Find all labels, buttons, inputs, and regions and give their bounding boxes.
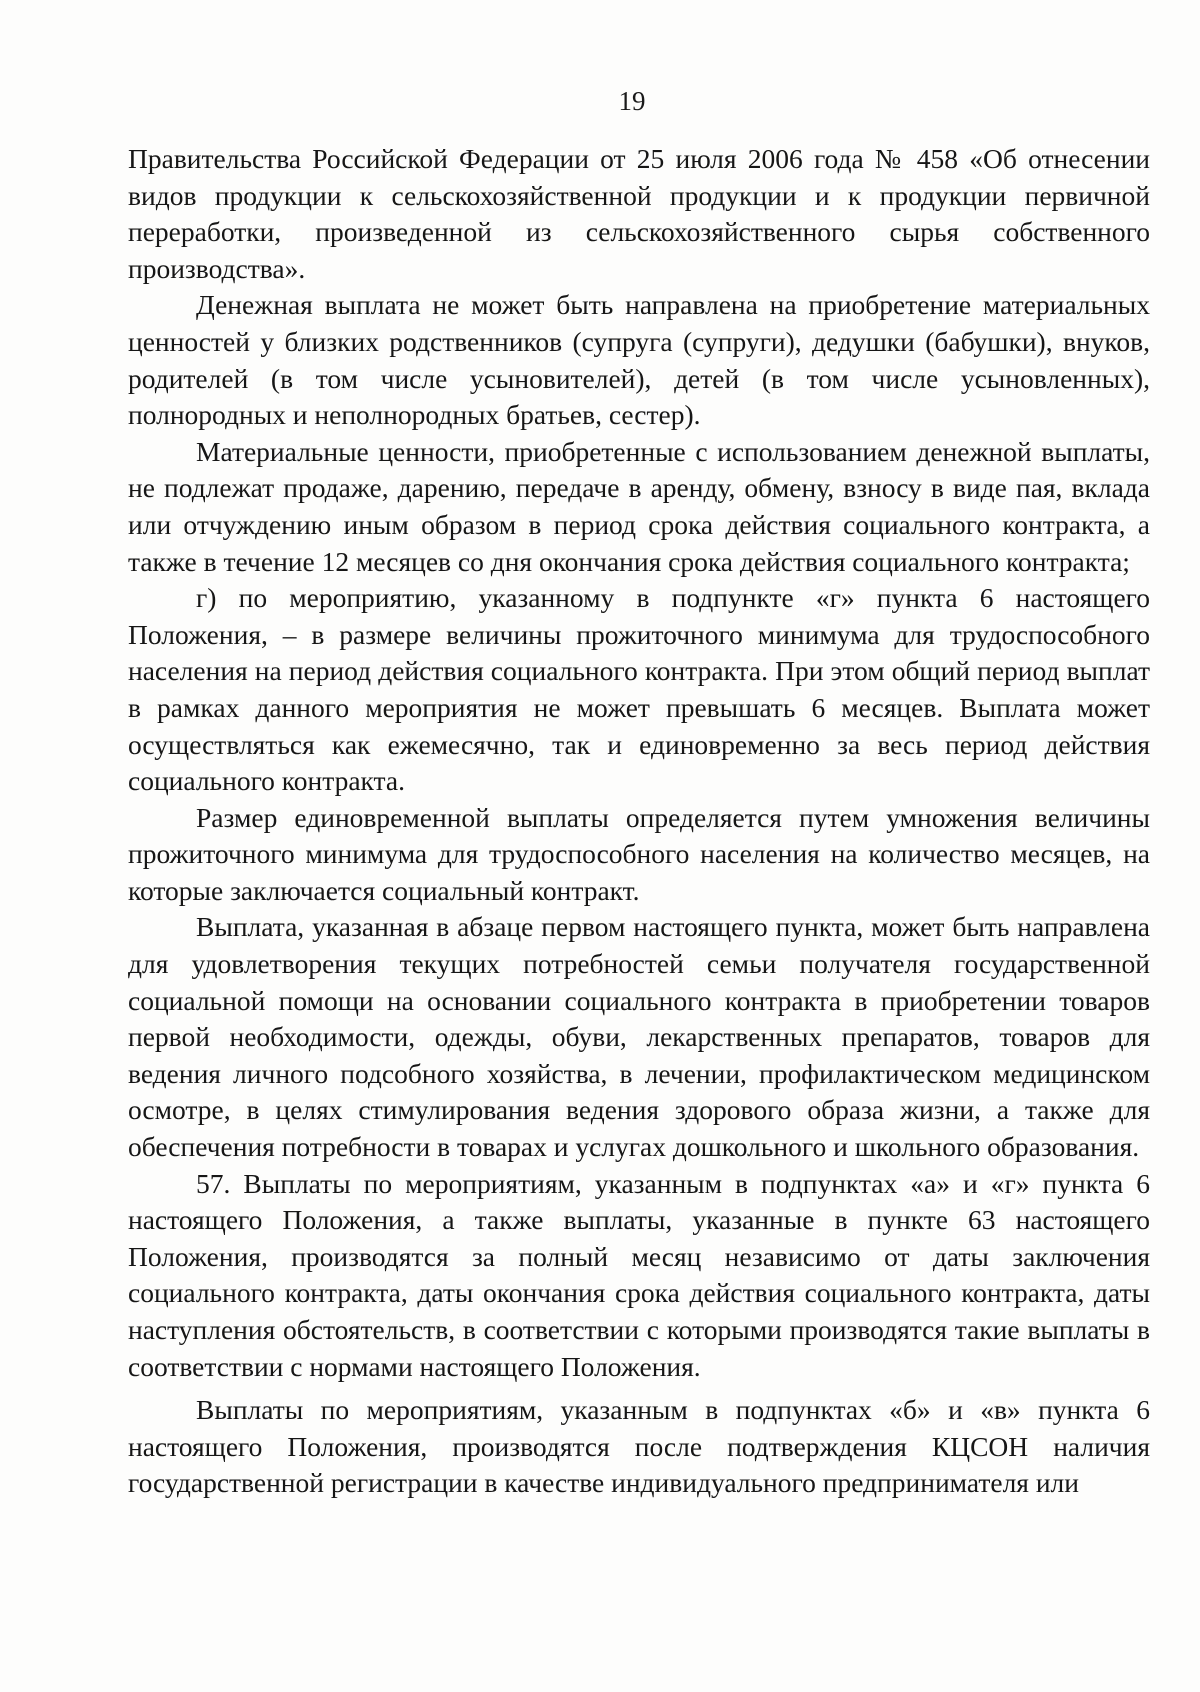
paragraph-lump-sum-size: Размер единовременной выплаты определяется путем умножения величины прожиточного минимума для трудоспособного населения на количество месяцев, на которые заключается социальный контракт. — [128, 801, 1150, 906]
paragraph-subitem-g: г) по мероприятию, указанному в подпункте «г» пункта 6 настоящего Положения, – в размере величины прожиточного минимума для трудоспособного населения на период действия социального контракта. При этом общий период выплат в рамках данного мероприятия не может превышать 6 месяцев. Выплата может осуществляться как ежемесячно, так и единовременно за весь период действия социального контракта. — [128, 582, 1150, 797]
paragraph-continuation: Правительства Российской Федерации от 25 июля 2006 года № 458 «Об отнесении видов продукции к сельскохозяйственной продукции и к продукции первичной переработки, произведенной из сельскохозяйственного сырья собственного производства». — [128, 143, 1150, 284]
paragraph-item-57: 57. Выплаты по мероприятиям, указанным в подпунктах «а» и «г» пункта 6 настоящего Положения, а также выплаты, указанные в пункте 63 настоящего Положения, производятся за полный месяц независимо от даты заключения социального контракта, даты окончания срока действия социального контракта, даты наступления обстоятельств, в соответствии с которыми производятся такие выплаты в соответствии с нормами настоящего Положения. — [128, 1167, 1150, 1382]
page-number: 19 — [618, 86, 646, 116]
paragraph-payments-b-v: Выплаты по мероприятиям, указанным в подпунктах «б» и «в» пункта 6 настоящего Положения, производятся после подтверждения КЦСОН наличия государственной регистрации в качестве индивидуального предпринимателя или — [128, 1394, 1150, 1499]
document-body — [128, 141, 1150, 1502]
paragraph-relatives-restriction: Денежная выплата не может быть направлена на приобретение материальных ценностей у близких родственников (супруга (супруги), дедушки (бабушки), внуков, родителей (в том числе усыновителей), детей (в том числе усыновленных), полнородных и неполнородных братьев, сестер). — [128, 289, 1150, 431]
paragraph-payment-purpose: Выплата, указанная в абзаце первом настоящего пункта, может быть направлена для удовлетворения текущих потребностей семьи получателя государственной социальной помощи на основании социального контракта в приобретении товаров первой необходимости, одежды, обуви, лекарственных препаратов, товаров для ведения личного подсобного хозяйства, в лечении, профилактическом медицинском осмотре, в целях стимулирования ведения здорового образа жизни, а также для обеспечения потребности в товарах и услугах дошкольного и школьного образования. — [128, 911, 1150, 1163]
paragraph-material-values: Материальные ценности, приобретенные с использованием денежной выплаты, не подлежат продаже, дарению, передаче в аренду, обмену, взносу в виде пая, вклада или отчуждению иным образом в период срока действия социального контракта, а также в течение 12 месяцев со дня окончания срока действия социального контракта; — [128, 435, 1150, 577]
